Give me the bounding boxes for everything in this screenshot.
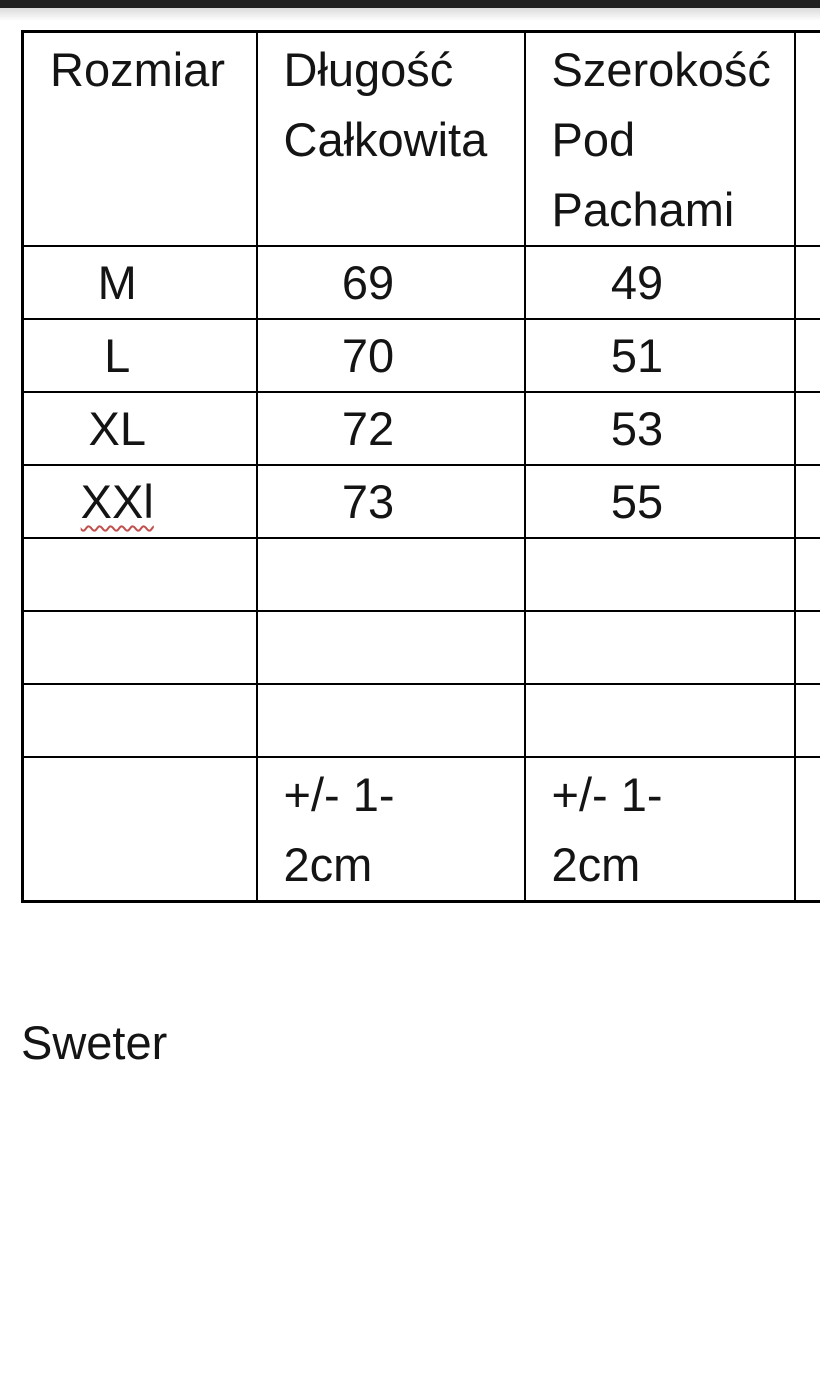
size-chart-table-container: [21, 30, 820, 906]
empty-cell: [525, 538, 795, 611]
empty-cell: [257, 538, 525, 611]
table-row-l: [23, 319, 820, 392]
empty-cell: [23, 538, 257, 611]
empty-cell: [795, 611, 820, 684]
cell-width-xxl: 55: [525, 465, 795, 538]
empty-cell: [525, 684, 795, 757]
table-row-empty-2: [23, 611, 820, 684]
table-row-m: [23, 246, 820, 319]
top-bar-shadow: [0, 8, 820, 21]
table-row-xxl: [23, 465, 820, 538]
cell-clipped-l: [795, 319, 820, 392]
header-dlugosc-calkowita: Długość Całkowita: [257, 32, 525, 247]
table-row-empty-3: [23, 684, 820, 757]
cell-tolerance-clipped: [795, 757, 820, 902]
cell-clipped-xxl: [795, 465, 820, 538]
cell-width-l: 51: [525, 319, 795, 392]
cell-size-m: M: [23, 246, 257, 319]
empty-cell: [257, 611, 525, 684]
cell-clipped-m: [795, 246, 820, 319]
cell-size-l: L: [23, 319, 257, 392]
table-row-empty-1: [23, 538, 820, 611]
header-szerokosc-pod-pachami: Szerokość Pod Pachami: [525, 32, 795, 247]
size-chart-table: [21, 30, 820, 903]
top-bar: [0, 0, 820, 8]
header-rozmiar: Rozmiar: [23, 32, 257, 247]
cell-tolerance-length: +/- 1-2cm: [257, 757, 525, 902]
empty-cell: [795, 684, 820, 757]
caption-sweter: Sweter: [21, 1016, 168, 1069]
empty-cell: [525, 611, 795, 684]
cell-length-m: 69: [257, 246, 525, 319]
table-row-tolerance: [23, 757, 820, 902]
cell-tolerance-size: [23, 757, 257, 902]
cell-size-xl: XL: [23, 392, 257, 465]
cell-length-xxl: 73: [257, 465, 525, 538]
cell-tolerance-width: +/- 1-2cm: [525, 757, 795, 902]
cell-clipped-xl: [795, 392, 820, 465]
misspelled-text: XXl: [80, 475, 154, 528]
cell-length-xl: 72: [257, 392, 525, 465]
cell-size-xxl: [23, 465, 257, 538]
header-clipped-column: [795, 32, 820, 247]
empty-cell: [23, 684, 257, 757]
table-row-xl: [23, 392, 820, 465]
table-header-row: [23, 32, 820, 247]
cell-width-xl: 53: [525, 392, 795, 465]
cell-length-l: 70: [257, 319, 525, 392]
empty-cell: [257, 684, 525, 757]
empty-cell: [795, 538, 820, 611]
empty-cell: [23, 611, 257, 684]
cell-width-m: 49: [525, 246, 795, 319]
